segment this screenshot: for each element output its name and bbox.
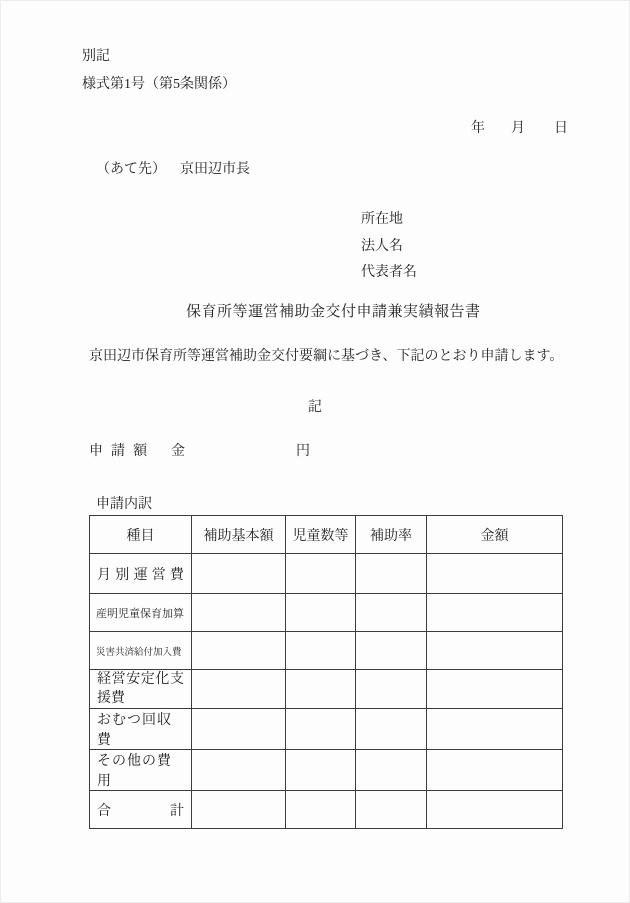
addressee-prefix: （あて先） [96, 162, 166, 177]
basic-amount-cell [192, 594, 286, 632]
header-basic-amount: 補助基本額 [192, 516, 286, 554]
amount-currency-prefix: 金 [171, 444, 185, 459]
table-header-row [90, 516, 563, 554]
document-title: 保育所等運営補助金交付申請兼実績報告書 [186, 304, 481, 320]
basic-amount-cell [192, 554, 286, 594]
body-paragraph: 京田辺市保育所等運営補助金交付要綱に基づき、下記のとおり申請します。 [89, 349, 564, 364]
breakdown-table [89, 515, 563, 829]
amount-cell [427, 750, 563, 791]
amount-cell [427, 709, 563, 750]
header-category: 種目 [90, 516, 192, 554]
breakdown-heading: 申請内訳 [96, 497, 152, 512]
subsidy-rate-cell [356, 709, 427, 750]
amount-cell [427, 791, 563, 829]
sender-corporation-label: 法人名 [361, 239, 403, 254]
record-marker: 記 [308, 400, 322, 415]
basic-amount-cell [192, 670, 286, 709]
date-year-label: 年 [471, 121, 485, 136]
form-number-label: 様式第1号（第5条関係） [82, 77, 236, 92]
amount-unit-label: 円 [296, 444, 310, 459]
subsidy-rate-cell [356, 670, 427, 709]
subsidy-rate-cell [356, 750, 427, 791]
children-count-cell [286, 791, 356, 829]
children-count-cell [286, 594, 356, 632]
date-day-label: 日 [554, 121, 568, 136]
amount-cell [427, 670, 563, 709]
header-subsidy-rate: 補助率 [356, 516, 427, 554]
table-row-management-stabilization [90, 670, 563, 709]
sender-representative-label: 代表者名 [361, 265, 417, 280]
application-amount-label: 申請額 [89, 444, 155, 459]
subsidy-rate-cell [356, 554, 427, 594]
basic-amount-cell [192, 709, 286, 750]
subsidy-rate-cell [356, 632, 427, 670]
amount-cell [427, 594, 563, 632]
category-cell: その他の費用 [90, 750, 192, 791]
header-children-count: 児童数等 [286, 516, 356, 554]
basic-amount-cell [192, 632, 286, 670]
children-count-cell [286, 632, 356, 670]
children-count-cell [286, 709, 356, 750]
table-row-total [90, 791, 563, 829]
header-amount: 金額 [427, 516, 563, 554]
annex-label: 別記 [82, 49, 110, 64]
children-count-cell [286, 670, 356, 709]
category-cell: 産明児童保育加算 [90, 594, 192, 632]
table-row-other-expenses [90, 750, 563, 791]
category-cell: おむつ回収費 [90, 709, 192, 750]
amount-cell [427, 632, 563, 670]
table-row-disaster-mutual-aid [90, 632, 563, 670]
category-cell: 合計 [90, 791, 192, 829]
sender-address-label: 所在地 [361, 212, 403, 227]
basic-amount-cell [192, 750, 286, 791]
date-month-label: 月 [511, 121, 525, 136]
basic-amount-cell [192, 791, 286, 829]
table-row-diaper-collection [90, 709, 563, 750]
category-cell: 経営安定化支援費 [90, 670, 192, 709]
addressee-name: 京田辺市長 [180, 162, 250, 177]
children-count-cell [286, 554, 356, 594]
subsidy-rate-cell [356, 594, 427, 632]
children-count-cell [286, 750, 356, 791]
table-row-monthly-operating [90, 554, 563, 594]
category-cell: 月別運営費 [90, 554, 192, 594]
table-row-postmaternity-childcare [90, 594, 563, 632]
amount-cell [427, 554, 563, 594]
category-cell: 災害共済給付加入費 [90, 632, 192, 670]
subsidy-rate-cell [356, 791, 427, 829]
